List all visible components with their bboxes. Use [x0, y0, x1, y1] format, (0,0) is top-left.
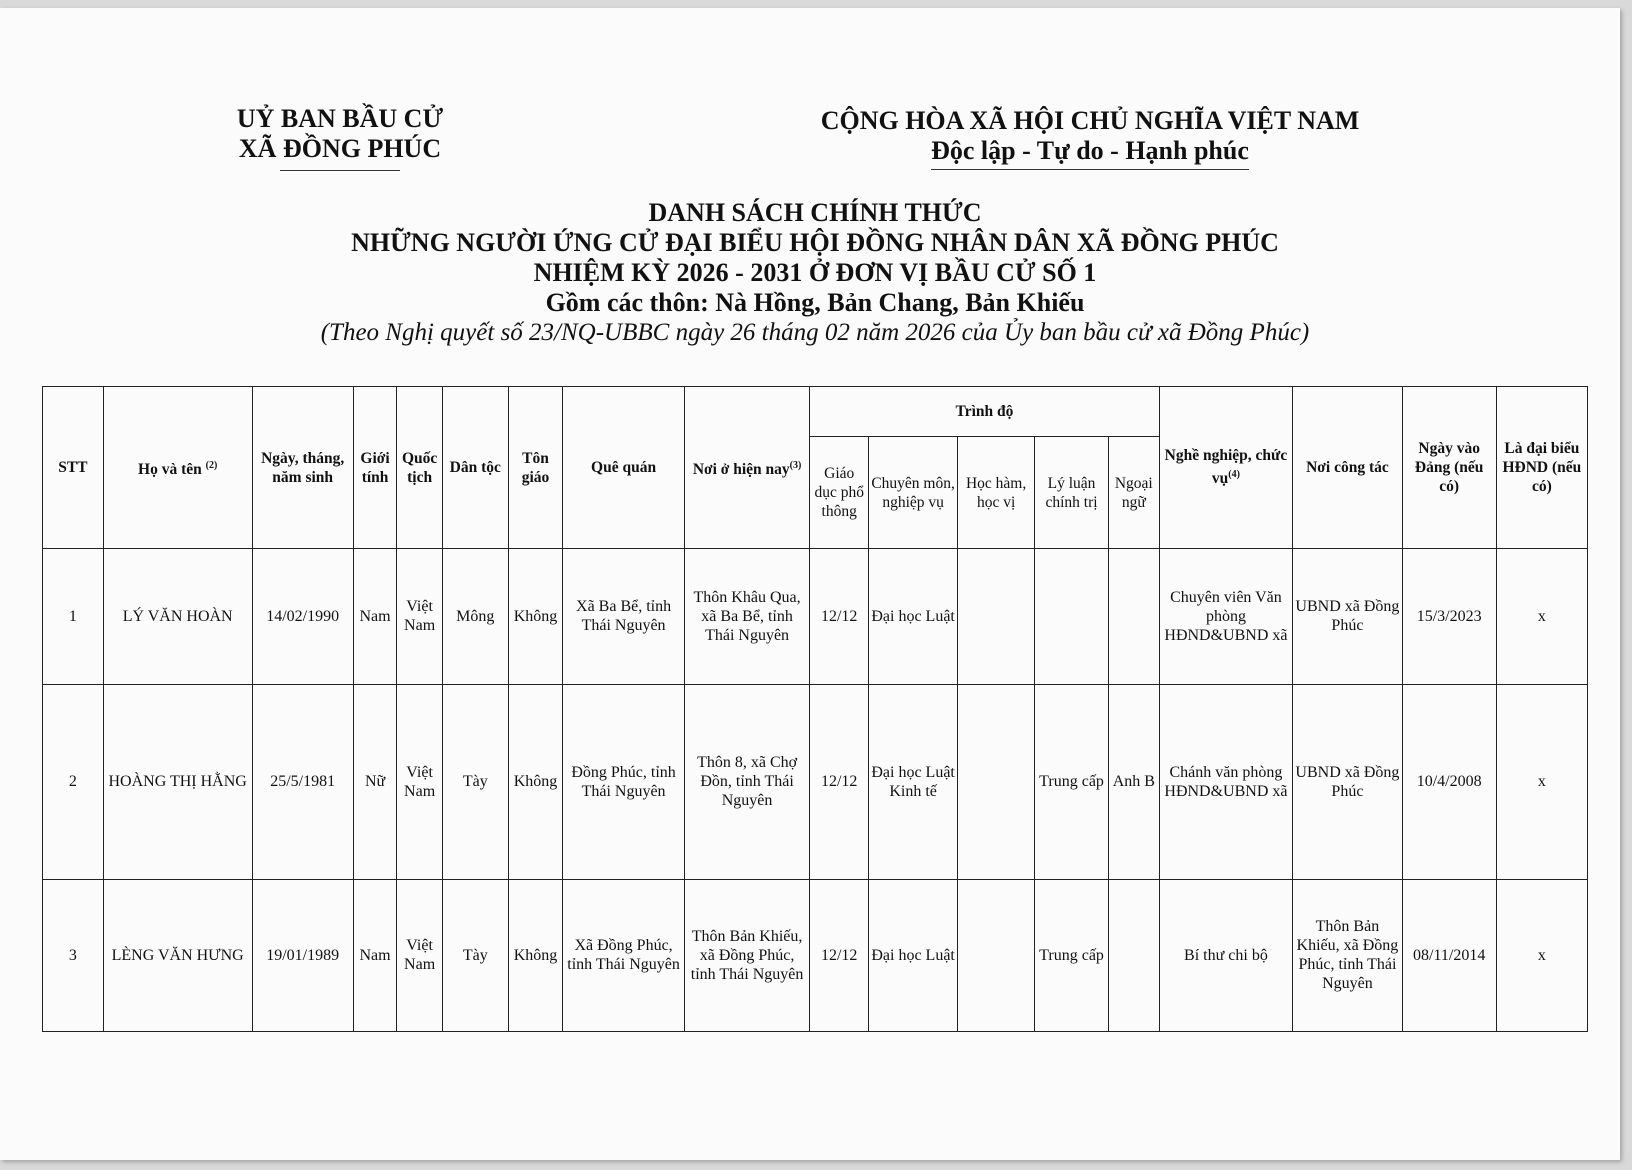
- header-occupation-text: Nghề nghiệp, chức vụ: [1164, 447, 1288, 488]
- cell-dob: 19/01/1989: [252, 879, 353, 1031]
- cell-hometown: Xã Đồng Phúc, tỉnh Thái Nguyên: [563, 879, 684, 1031]
- title-line-4: Gồm các thôn: Nà Hồng, Bản Chang, Bản Khiếu: [545, 288, 1085, 317]
- header-gender: Giới tính: [353, 387, 397, 549]
- document-titles: [100, 198, 1530, 348]
- cell-stt: 2: [43, 684, 104, 879]
- title-basis: (Theo Nghị quyết số 23/NQ-UBBC ngày 26 tháng 02 năm 2026 của Ủy ban bầu cử xã Đồng Phúc): [320, 319, 1310, 346]
- cell-religion: Không: [508, 879, 563, 1031]
- table-row: [43, 684, 1588, 879]
- cell-general-edu: 12/12: [810, 879, 869, 1031]
- title-line-1: DANH SÁCH CHÍNH THỨC: [648, 198, 982, 227]
- header-religion: Tôn giáo: [508, 387, 563, 549]
- cell-political: [1035, 549, 1109, 685]
- cell-nationality: Việt Nam: [397, 879, 443, 1031]
- header-education-group: Trình độ: [810, 387, 1159, 437]
- cell-workplace: UBND xã Đồng Phúc: [1293, 684, 1402, 879]
- table-row: [43, 879, 1588, 1031]
- cell-occupation: Bí thư chi bộ: [1159, 879, 1293, 1031]
- header-residence-text: Nơi ở hiện nay: [692, 461, 790, 479]
- header-stt: STT: [43, 387, 104, 549]
- cell-is-delegate: x: [1496, 549, 1587, 685]
- cell-dob: 14/02/1990: [252, 549, 353, 685]
- cell-hometown: Xã Ba Bể, tỉnh Thái Nguyên: [563, 549, 684, 685]
- header-workplace: Nơi công tác: [1293, 387, 1402, 549]
- header-name-note: (2): [205, 459, 218, 471]
- cell-general-edu: 12/12: [810, 684, 869, 879]
- header-political: Lý luận chính trị: [1035, 437, 1109, 549]
- cell-nationality: Việt Nam: [397, 684, 443, 879]
- cell-political: Trung cấp: [1035, 684, 1109, 879]
- header-specialty: Chuyên môn, nghiệp vụ: [869, 437, 958, 549]
- issuer-line-2: XÃ ĐỒNG PHÚC: [238, 134, 442, 163]
- cell-dob: 25/5/1981: [252, 684, 353, 879]
- header-residence: [684, 387, 810, 549]
- cell-degree: [958, 684, 1035, 879]
- header-occupation-note: (4): [1228, 469, 1240, 481]
- header-ethnicity: Dân tộc: [442, 387, 508, 549]
- header-dob: Ngày, tháng, năm sinh: [252, 387, 353, 549]
- cell-is-delegate: x: [1496, 879, 1587, 1031]
- national-motto: Độc lập - Tự do - Hạnh phúc: [931, 136, 1249, 170]
- cell-residence: Thôn Bản Khiếu, xã Đồng Phúc, tỉnh Thái Nguyên: [684, 879, 810, 1031]
- cell-name: LÈNG VĂN HƯNG: [103, 879, 252, 1031]
- cell-is-delegate: x: [1496, 684, 1587, 879]
- cell-general-edu: 12/12: [810, 549, 869, 685]
- header-hometown: Quê quán: [563, 387, 684, 549]
- issuer-line-1: UỶ BAN BẦU CỬ: [236, 104, 444, 133]
- table-row: [43, 549, 1588, 685]
- cell-residence: Thôn Khâu Qua, xã Ba Bể, tỉnh Thái Nguyên: [684, 549, 810, 685]
- title-line-2: NHỮNG NGƯỜI ỨNG CỬ ĐẠI BIỂU HỘI ĐỒNG NHÂN DÂN XÃ ĐỒNG PHÚC: [351, 228, 1279, 257]
- cell-ethnicity: Tày: [442, 879, 508, 1031]
- cell-nationality: Việt Nam: [397, 549, 443, 685]
- cell-occupation: Chánh văn phòng HĐND&UBND xã: [1159, 684, 1293, 879]
- cell-gender: Nam: [353, 879, 397, 1031]
- candidate-table: [42, 386, 1588, 1032]
- cell-hometown: Đồng Phúc, tỉnh Thái Nguyên: [563, 684, 684, 879]
- cell-party-date: 10/4/2008: [1402, 684, 1496, 879]
- cell-party-date: 08/11/2014: [1402, 879, 1496, 1031]
- cell-workplace: UBND xã Đồng Phúc: [1293, 549, 1402, 685]
- header-residence-note: (3): [789, 459, 802, 471]
- cell-stt: 1: [43, 549, 104, 685]
- cell-language: [1109, 879, 1160, 1031]
- cell-political: Trung cấp: [1035, 879, 1109, 1031]
- cell-specialty: Đại học Luật: [869, 549, 958, 685]
- cell-religion: Không: [508, 684, 563, 879]
- cell-degree: [958, 549, 1035, 685]
- national-header: [810, 106, 1370, 170]
- header-degree: Học hàm, học vị: [958, 437, 1035, 549]
- cell-gender: Nam: [353, 549, 397, 685]
- cell-specialty: Đại học Luật Kinh tế: [869, 684, 958, 879]
- header-occupation: [1159, 387, 1293, 549]
- issuer-header: [215, 104, 465, 171]
- cell-specialty: Đại học Luật: [869, 879, 958, 1031]
- cell-ethnicity: Mông: [442, 549, 508, 685]
- cell-residence: Thôn 8, xã Chợ Đồn, tỉnh Thái Nguyên: [684, 684, 810, 879]
- cell-religion: Không: [508, 549, 563, 685]
- cell-ethnicity: Tày: [442, 684, 508, 879]
- header-is-delegate: Là đại biểu HĐND (nếu có): [1496, 387, 1587, 549]
- cell-degree: [958, 879, 1035, 1031]
- national-title: CỘNG HÒA XÃ HỘI CHỦ NGHĨA VIỆT NAM: [820, 106, 1360, 135]
- cell-name: LÝ VĂN HOÀN: [103, 549, 252, 685]
- header-name-text: Họ và tên: [138, 461, 202, 479]
- header-general-edu: Giáo dục phổ thông: [810, 437, 869, 549]
- title-line-3: NHIỆM KỲ 2026 - 2031 Ở ĐƠN VỊ BẦU CỬ SỐ 1: [533, 258, 1097, 287]
- cell-stt: 3: [43, 879, 104, 1031]
- cell-language: Anh B: [1109, 684, 1160, 879]
- issuer-underline: [280, 170, 400, 171]
- cell-gender: Nữ: [353, 684, 397, 879]
- cell-workplace: Thôn Bản Khiếu, xã Đồng Phúc, tỉnh Thái Nguyên: [1293, 879, 1402, 1031]
- cell-language: [1109, 549, 1160, 685]
- header-party-date: Ngày vào Đảng (nếu có): [1402, 387, 1496, 549]
- cell-name: HOÀNG THỊ HẰNG: [103, 684, 252, 879]
- header-name: [103, 387, 252, 549]
- document-page: [0, 8, 1620, 1160]
- cell-party-date: 15/3/2023: [1402, 549, 1496, 685]
- header-nationality: Quốc tịch: [397, 387, 443, 549]
- header-language: Ngoại ngữ: [1109, 437, 1160, 549]
- cell-occupation: Chuyên viên Văn phòng HĐND&UBND xã: [1159, 549, 1293, 685]
